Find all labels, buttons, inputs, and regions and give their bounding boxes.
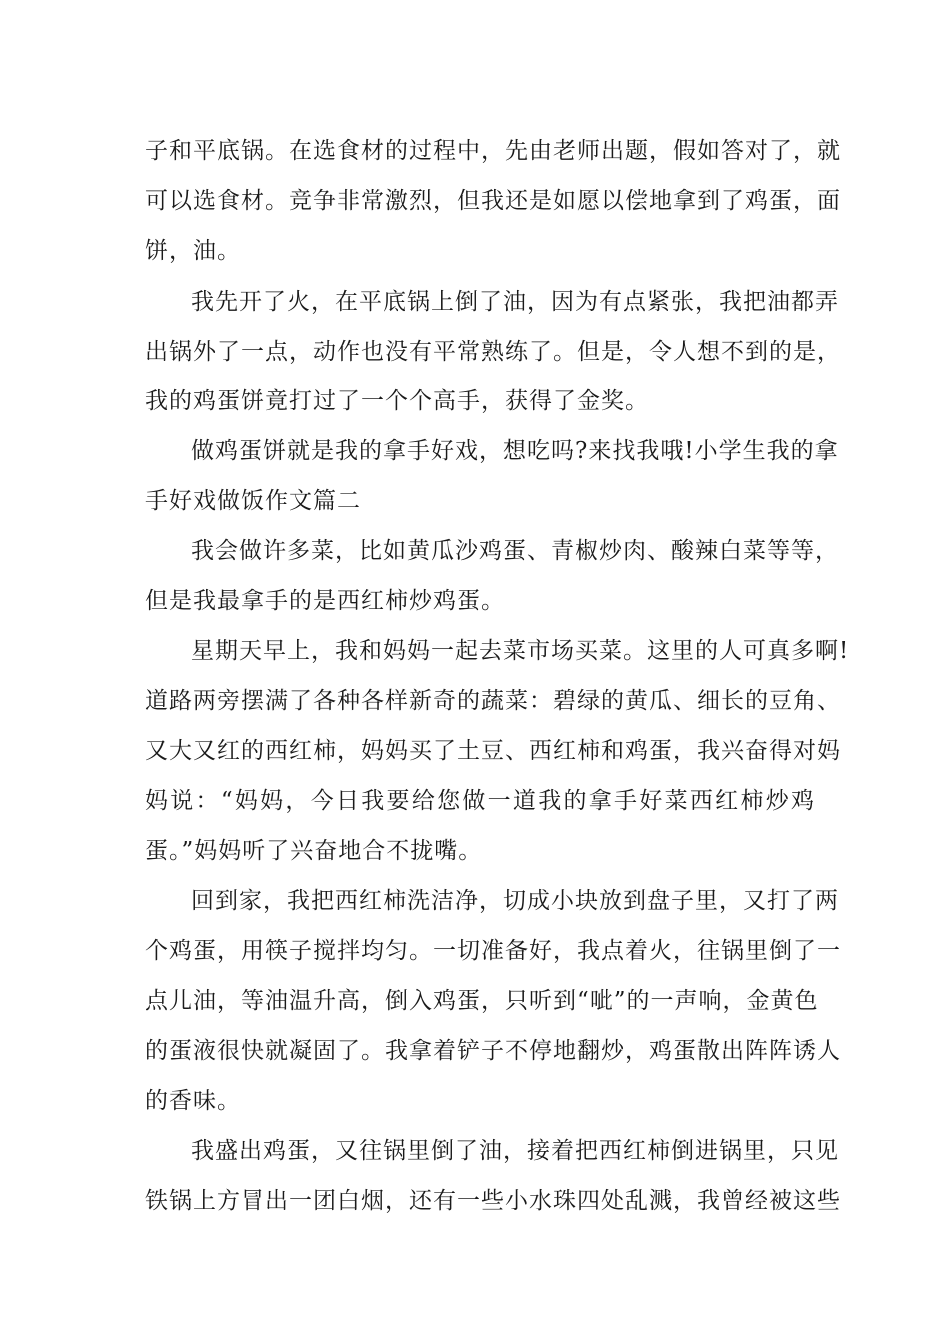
text-line-18: 点儿油，等油温升高，倒入鸡蛋，只听到“呲”的一声响，金黄色 bbox=[145, 988, 819, 1014]
text-line-21: 我盛出鸡蛋，又往锅里倒了油，接着把西红柿倒进锅里，只见 bbox=[191, 1138, 839, 1164]
text-line-12: 道路两旁摆满了各种各样新奇的蔬菜：碧绿的黄瓜、细长的豆角、 bbox=[145, 688, 841, 714]
text-line-9: 我会做许多菜，比如黄瓜沙鸡蛋、青椒炒肉、酸辣白菜等等， bbox=[191, 538, 839, 564]
text-line-22: 铁锅上方冒出一团白烟，还有一些小水珠四处乱溅，我曾经被这些 bbox=[145, 1188, 841, 1214]
text-line-5: 出锅外了一点，动作也没有平常熟练了。但是，令人想不到的是， bbox=[145, 339, 841, 365]
text-line-19: 的蛋液很快就凝固了。我拿着铲子不停地翻炒，鸡蛋散出阵阵诱人 bbox=[145, 1038, 841, 1064]
text-line-11: 星期天早上，我和妈妈一起去菜市场买菜。这里的人可真多啊! bbox=[191, 638, 850, 664]
text-line-1: 子和平底锅。在选食材的过程中，先由老师出题，假如答对了，就 bbox=[145, 138, 841, 164]
text-line-4: 我先开了火，在平底锅上倒了油，因为有点紧张，我把油都弄 bbox=[191, 289, 839, 315]
text-line-17: 个鸡蛋，用筷子搅拌均匀。一切准备好，我点着火，往锅里倒了一 bbox=[145, 938, 841, 964]
text-line-2: 可以选食材。竞争非常激烈，但我还是如愿以偿地拿到了鸡蛋，面 bbox=[145, 188, 841, 214]
text-line-3: 饼，油。 bbox=[145, 238, 241, 264]
text-line-10: 但是我最拿手的是西红柿炒鸡蛋。 bbox=[145, 588, 505, 614]
text-line-15: 蛋。”妈妈听了兴奋地合不拢嘴。 bbox=[145, 838, 483, 864]
text-line-14: 妈说：“妈妈，今日我要给您做一道我的拿手好菜西红柿炒鸡 bbox=[145, 788, 815, 814]
text-line-6: 我的鸡蛋饼竟打过了一个个高手，获得了金奖。 bbox=[145, 388, 649, 414]
text-line-13: 又大又红的西红柿，妈妈买了土豆、西红柿和鸡蛋，我兴奋得对妈 bbox=[145, 738, 841, 764]
text-line-16: 回到家，我把西红柿洗洁净，切成小块放到盘子里，又打了两 bbox=[191, 888, 839, 914]
text-line-20: 的香味。 bbox=[145, 1088, 241, 1114]
text-line-8: 手好戏做饭作文篇二 bbox=[145, 488, 361, 514]
text-line-7: 做鸡蛋饼就是我的拿手好戏，想吃吗?来找我哦!小学生我的拿 bbox=[191, 438, 839, 464]
